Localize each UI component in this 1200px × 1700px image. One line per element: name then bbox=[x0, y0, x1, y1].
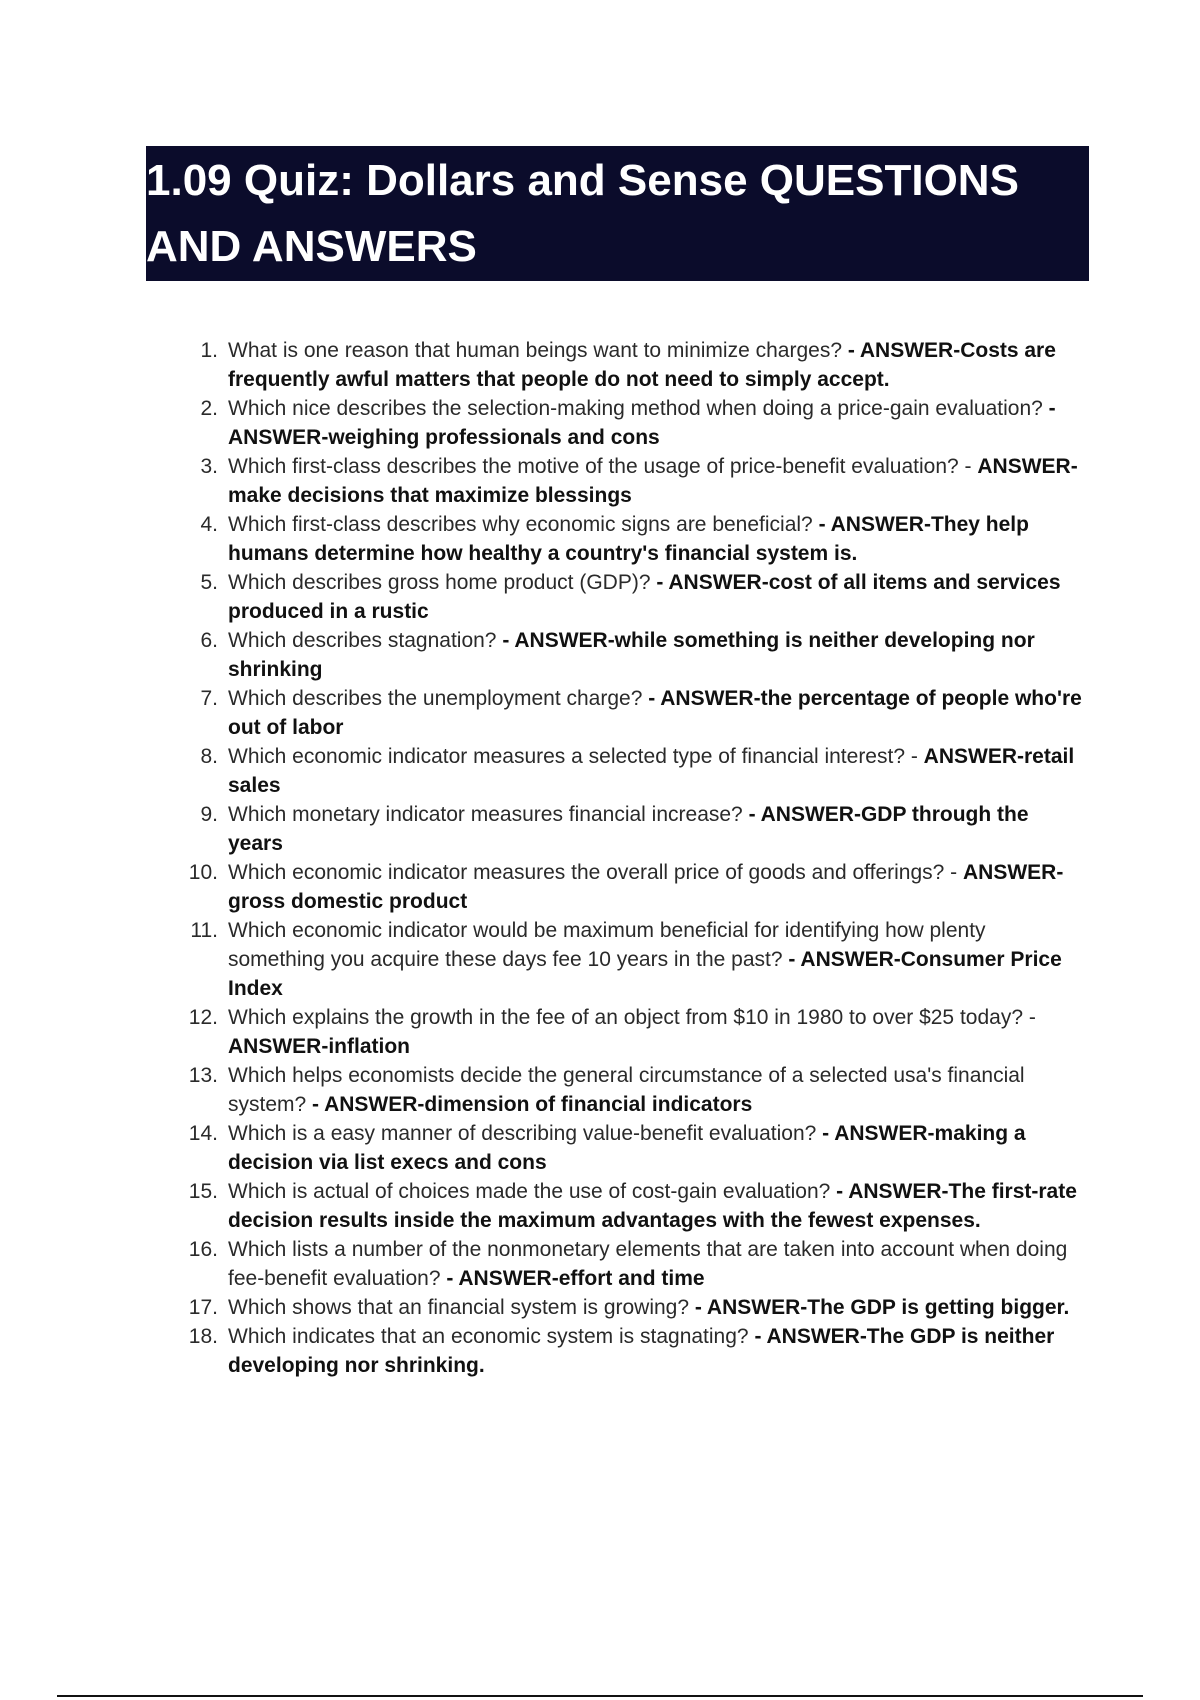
item-number: 7. bbox=[200, 687, 218, 710]
item-number: 6. bbox=[200, 629, 218, 652]
item-body bbox=[218, 394, 1088, 452]
item-body bbox=[218, 916, 1088, 1003]
list-item bbox=[176, 858, 1088, 916]
question-text: Which indicates that an economic system is stagnating? bbox=[228, 1325, 755, 1348]
answer-text: ANSWER-retail sales bbox=[228, 745, 1075, 797]
question-text: Which helps economists decide the general circumstance of a selected usa's financial system? bbox=[228, 1064, 1025, 1116]
list-item bbox=[176, 684, 1088, 742]
list-item bbox=[176, 742, 1088, 800]
answer-text: - ANSWER-The GDP is neither developing nor shrinking. bbox=[228, 1325, 1055, 1377]
qa-list bbox=[176, 336, 1088, 1380]
list-item bbox=[176, 1235, 1088, 1293]
item-number: 1. bbox=[200, 339, 218, 362]
item-number: 3. bbox=[200, 455, 218, 478]
list-item bbox=[176, 336, 1088, 394]
item-body bbox=[218, 1235, 1088, 1293]
list-item bbox=[176, 1061, 1088, 1119]
item-body bbox=[218, 1119, 1088, 1177]
item-number: 9. bbox=[200, 803, 218, 826]
item-body bbox=[218, 568, 1088, 626]
question-text: Which economic indicator measures the overall price of goods and offerings? - bbox=[228, 861, 963, 884]
item-body bbox=[218, 858, 1088, 916]
item-body bbox=[218, 800, 1088, 858]
item-number: 5. bbox=[200, 571, 218, 594]
answer-text: - ANSWER-Consumer Price Index bbox=[228, 948, 1062, 1000]
question-text: Which is a easy manner of describing value-benefit evaluation? bbox=[228, 1122, 823, 1145]
answer-text: - ANSWER-while something is neither developing nor shrinking bbox=[228, 629, 1035, 681]
question-text: Which describes the unemployment charge? bbox=[228, 687, 649, 710]
document-title: 1.09 Quiz: Dollars and Sense QUESTIONS AND ANSWERS bbox=[146, 156, 1019, 271]
item-number: 10. bbox=[188, 861, 218, 884]
answer-text: - ANSWER-the percentage of people who're out of labor bbox=[228, 687, 1082, 739]
item-number: 2. bbox=[200, 397, 218, 420]
answer-text: - ANSWER-weighing professionals and cons bbox=[228, 397, 1056, 449]
list-item bbox=[176, 510, 1088, 568]
list-item bbox=[176, 452, 1088, 510]
item-body bbox=[218, 510, 1088, 568]
item-number: 16. bbox=[188, 1238, 218, 1261]
question-text: Which nice describes the selection-making method when doing a price-gain evaluation? bbox=[228, 397, 1049, 420]
question-text: Which describes gross home product (GDP)? bbox=[228, 571, 657, 594]
answer-text: - ANSWER-GDP through the years bbox=[228, 803, 1029, 855]
question-text: Which shows that an financial system is growing? bbox=[228, 1296, 695, 1319]
item-body bbox=[218, 336, 1088, 394]
item-body bbox=[218, 626, 1088, 684]
list-item bbox=[176, 916, 1088, 1003]
question-text: Which describes stagnation? bbox=[228, 629, 503, 652]
item-number: 18. bbox=[188, 1325, 218, 1348]
list-item bbox=[176, 1177, 1088, 1235]
item-body bbox=[218, 1003, 1088, 1061]
answer-text: - ANSWER-cost of all items and services produced in a rustic bbox=[228, 571, 1061, 623]
list-item bbox=[176, 568, 1088, 626]
item-number: 15. bbox=[188, 1180, 218, 1203]
question-text: Which explains the growth in the fee of an object from $10 in 1980 to over $25 today? - bbox=[228, 1006, 1036, 1029]
footer-divider bbox=[57, 1695, 1143, 1697]
answer-text: - ANSWER-The first-rate decision results inside the maximum advantages with the fewest expenses. bbox=[228, 1180, 1077, 1232]
item-number: 4. bbox=[200, 513, 218, 536]
answer-text: - ANSWER-The GDP is getting bigger. bbox=[694, 1296, 1070, 1319]
question-text: Which first-class describes the motive of the usage of price-benefit evaluation? - bbox=[228, 455, 978, 478]
item-number: 17. bbox=[188, 1296, 218, 1319]
item-number: 12. bbox=[188, 1006, 218, 1029]
question-text: Which economic indicator measures a selected type of financial interest? - bbox=[228, 745, 924, 768]
answer-text: ANSWER-gross domestic product bbox=[228, 861, 1064, 913]
item-body bbox=[218, 684, 1088, 742]
list-item bbox=[176, 1293, 1088, 1322]
item-body bbox=[218, 1177, 1088, 1235]
item-body bbox=[218, 1061, 1088, 1119]
item-body bbox=[218, 452, 1088, 510]
question-text: Which monetary indicator measures financial increase? bbox=[228, 803, 749, 826]
question-text: Which is actual of choices made the use of cost-gain evaluation? bbox=[228, 1180, 837, 1203]
answer-text: ANSWER-make decisions that maximize blessings bbox=[228, 455, 1078, 507]
question-text: What is one reason that human beings want to minimize charges? bbox=[228, 339, 848, 362]
answer-text: - ANSWER-dimension of financial indicators bbox=[312, 1093, 753, 1116]
item-body bbox=[218, 1322, 1088, 1380]
list-item bbox=[176, 1003, 1088, 1061]
list-item bbox=[176, 394, 1088, 452]
question-text: Which lists a number of the nonmonetary elements that are taken into account when doing fee-benefit evaluation? bbox=[228, 1238, 1068, 1290]
list-item bbox=[176, 1119, 1088, 1177]
answer-text: - ANSWER-Costs are frequently awful matters that people do not need to simply accept. bbox=[228, 339, 1056, 391]
question-text: Which economic indicator would be maximum beneficial for identifying how plenty something you acquire these days fee 10 years in the past? bbox=[228, 919, 986, 971]
list-item bbox=[176, 1322, 1088, 1380]
answer-text: ANSWER-inflation bbox=[228, 1035, 410, 1058]
item-number: 8. bbox=[200, 745, 218, 768]
item-number: 13. bbox=[188, 1064, 218, 1087]
list-item bbox=[176, 626, 1088, 684]
item-number: 11. bbox=[190, 919, 218, 942]
answer-text: - ANSWER-making a decision via list execs and cons bbox=[228, 1122, 1026, 1174]
answer-text: - ANSWER-They help humans determine how healthy a country's financial system is. bbox=[228, 513, 1029, 565]
list-item bbox=[176, 800, 1088, 858]
item-number: 14. bbox=[188, 1122, 218, 1145]
answer-text: - ANSWER-effort and time bbox=[446, 1267, 705, 1290]
title-banner bbox=[146, 146, 1089, 281]
item-body bbox=[218, 742, 1088, 800]
item-body bbox=[218, 1293, 1088, 1322]
question-text: Which first-class describes why economic signs are beneficial? bbox=[228, 513, 819, 536]
